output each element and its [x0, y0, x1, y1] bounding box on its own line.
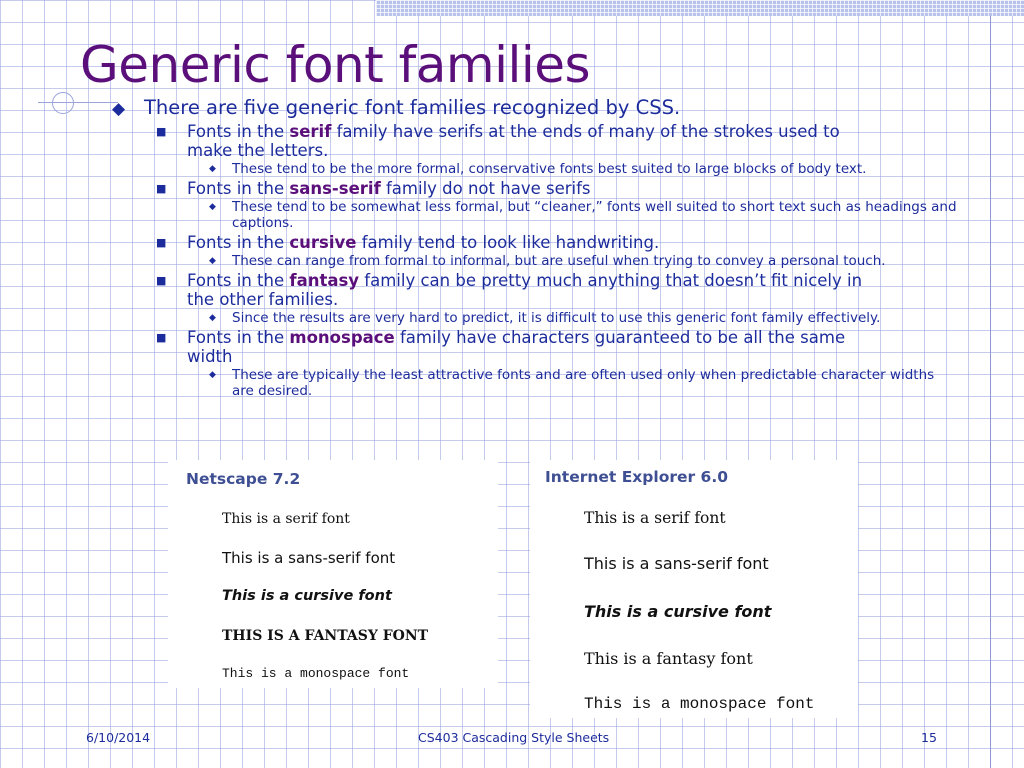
- square-bullet-icon: ■: [156, 182, 167, 195]
- family-note-fantasy: [112, 310, 957, 326]
- netscape-heading: Netscape 7.2: [186, 470, 301, 488]
- family-text: family do not have serifs: [380, 179, 591, 198]
- small-diamond-bullet-icon: ◆: [209, 256, 216, 266]
- family-item-cursive: [112, 233, 887, 252]
- ie-monospace-sample: This is a monospace font: [584, 695, 815, 713]
- top-decor-band: [376, 0, 1024, 16]
- family-note-text: Since the results are very hard to predict, it is difficult to use this generic font family effectively.: [232, 310, 881, 326]
- family-text: family have serifs at the ends of many of the strokes used to make the letters.: [187, 122, 840, 160]
- main-bullet-text: There are five generic font families recognized by CSS.: [144, 96, 681, 119]
- family-item-sans-serif: [112, 179, 887, 198]
- family-note-sans-serif: [112, 199, 957, 231]
- family-keyword: cursive: [289, 233, 357, 252]
- netscape-cursive-sample: This is a cursive font: [222, 588, 392, 604]
- netscape-monospace-sample: This is a monospace font: [222, 666, 410, 681]
- small-diamond-bullet-icon: ◆: [209, 202, 216, 212]
- family-note-text: These tend to be somewhat less formal, but “cleaner,” fonts well suited to short text such as headings and captions.: [232, 199, 957, 231]
- family-text: Fonts in the: [187, 328, 290, 347]
- family-note-text: These can range from formal to informal, but are useful when trying to convey a personal touch.: [232, 253, 886, 269]
- family-item-fantasy: [112, 271, 887, 309]
- ie-cursive-sample: This is a cursive font: [584, 602, 772, 621]
- family-text: Fonts in the: [187, 233, 290, 252]
- family-text: family tend to look like handwriting.: [356, 233, 660, 252]
- square-bullet-icon: ■: [156, 274, 167, 287]
- bullet-list: [112, 96, 962, 399]
- square-bullet-icon: ■: [156, 236, 167, 249]
- family-note-text: These are typically the least attractive fonts and are often used only when predictable character widths are desired.: [232, 367, 935, 399]
- diamond-bullet-icon: ◆: [112, 99, 126, 119]
- family-keyword: monospace: [289, 328, 395, 347]
- family-text: family can be pretty much anything that doesn’t fit nicely in the other families.: [187, 271, 863, 309]
- family-note-text: These tend to be the more formal, conservative fonts best suited to large blocks of body text.: [232, 161, 867, 177]
- slide-title: Generic font families: [80, 36, 591, 94]
- family-keyword: sans-serif: [289, 179, 381, 198]
- right-decor-line: [990, 16, 991, 768]
- family-text: Fonts in the: [187, 179, 290, 198]
- main-bullet: [112, 96, 962, 120]
- netscape-sans-serif-sample: This is a sans-serif font: [222, 549, 396, 567]
- netscape-fantasy-sample: THIS IS A FANTASY FONT: [222, 628, 429, 644]
- footer-page-number: 15: [921, 730, 937, 745]
- square-bullet-icon: ■: [156, 331, 167, 344]
- family-text: Fonts in the: [187, 271, 290, 290]
- family-note-monospace: [112, 367, 957, 399]
- ie-heading: Internet Explorer 6.0: [545, 468, 729, 486]
- title-decor-line: [38, 102, 118, 103]
- netscape-serif-sample: This is a serif font: [222, 511, 350, 527]
- ie-serif-sample: This is a serif font: [584, 509, 726, 527]
- family-keyword: fantasy: [289, 271, 360, 290]
- ie-sans-serif-sample: This is a sans-serif font: [584, 554, 769, 573]
- family-item-serif: [112, 122, 887, 160]
- small-diamond-bullet-icon: ◆: [209, 313, 216, 323]
- small-diamond-bullet-icon: ◆: [209, 164, 216, 174]
- family-item-monospace: [112, 328, 887, 366]
- family-text: Fonts in the: [187, 122, 290, 141]
- footer-course: CS403 Cascading Style Sheets: [418, 730, 610, 745]
- small-diamond-bullet-icon: ◆: [209, 370, 216, 380]
- family-note-serif: [112, 161, 957, 177]
- title-decor-circle: [52, 92, 74, 114]
- netscape-screenshot: [168, 460, 498, 688]
- family-keyword: serif: [289, 122, 332, 141]
- ie-fantasy-sample: This is a fantasy font: [584, 649, 753, 668]
- family-note-cursive: [112, 253, 957, 269]
- family-text: family have characters guaranteed to be all the same width: [187, 328, 846, 366]
- footer-date: 6/10/2014: [86, 730, 151, 745]
- ie-screenshot: [530, 460, 858, 718]
- square-bullet-icon: ■: [156, 125, 167, 138]
